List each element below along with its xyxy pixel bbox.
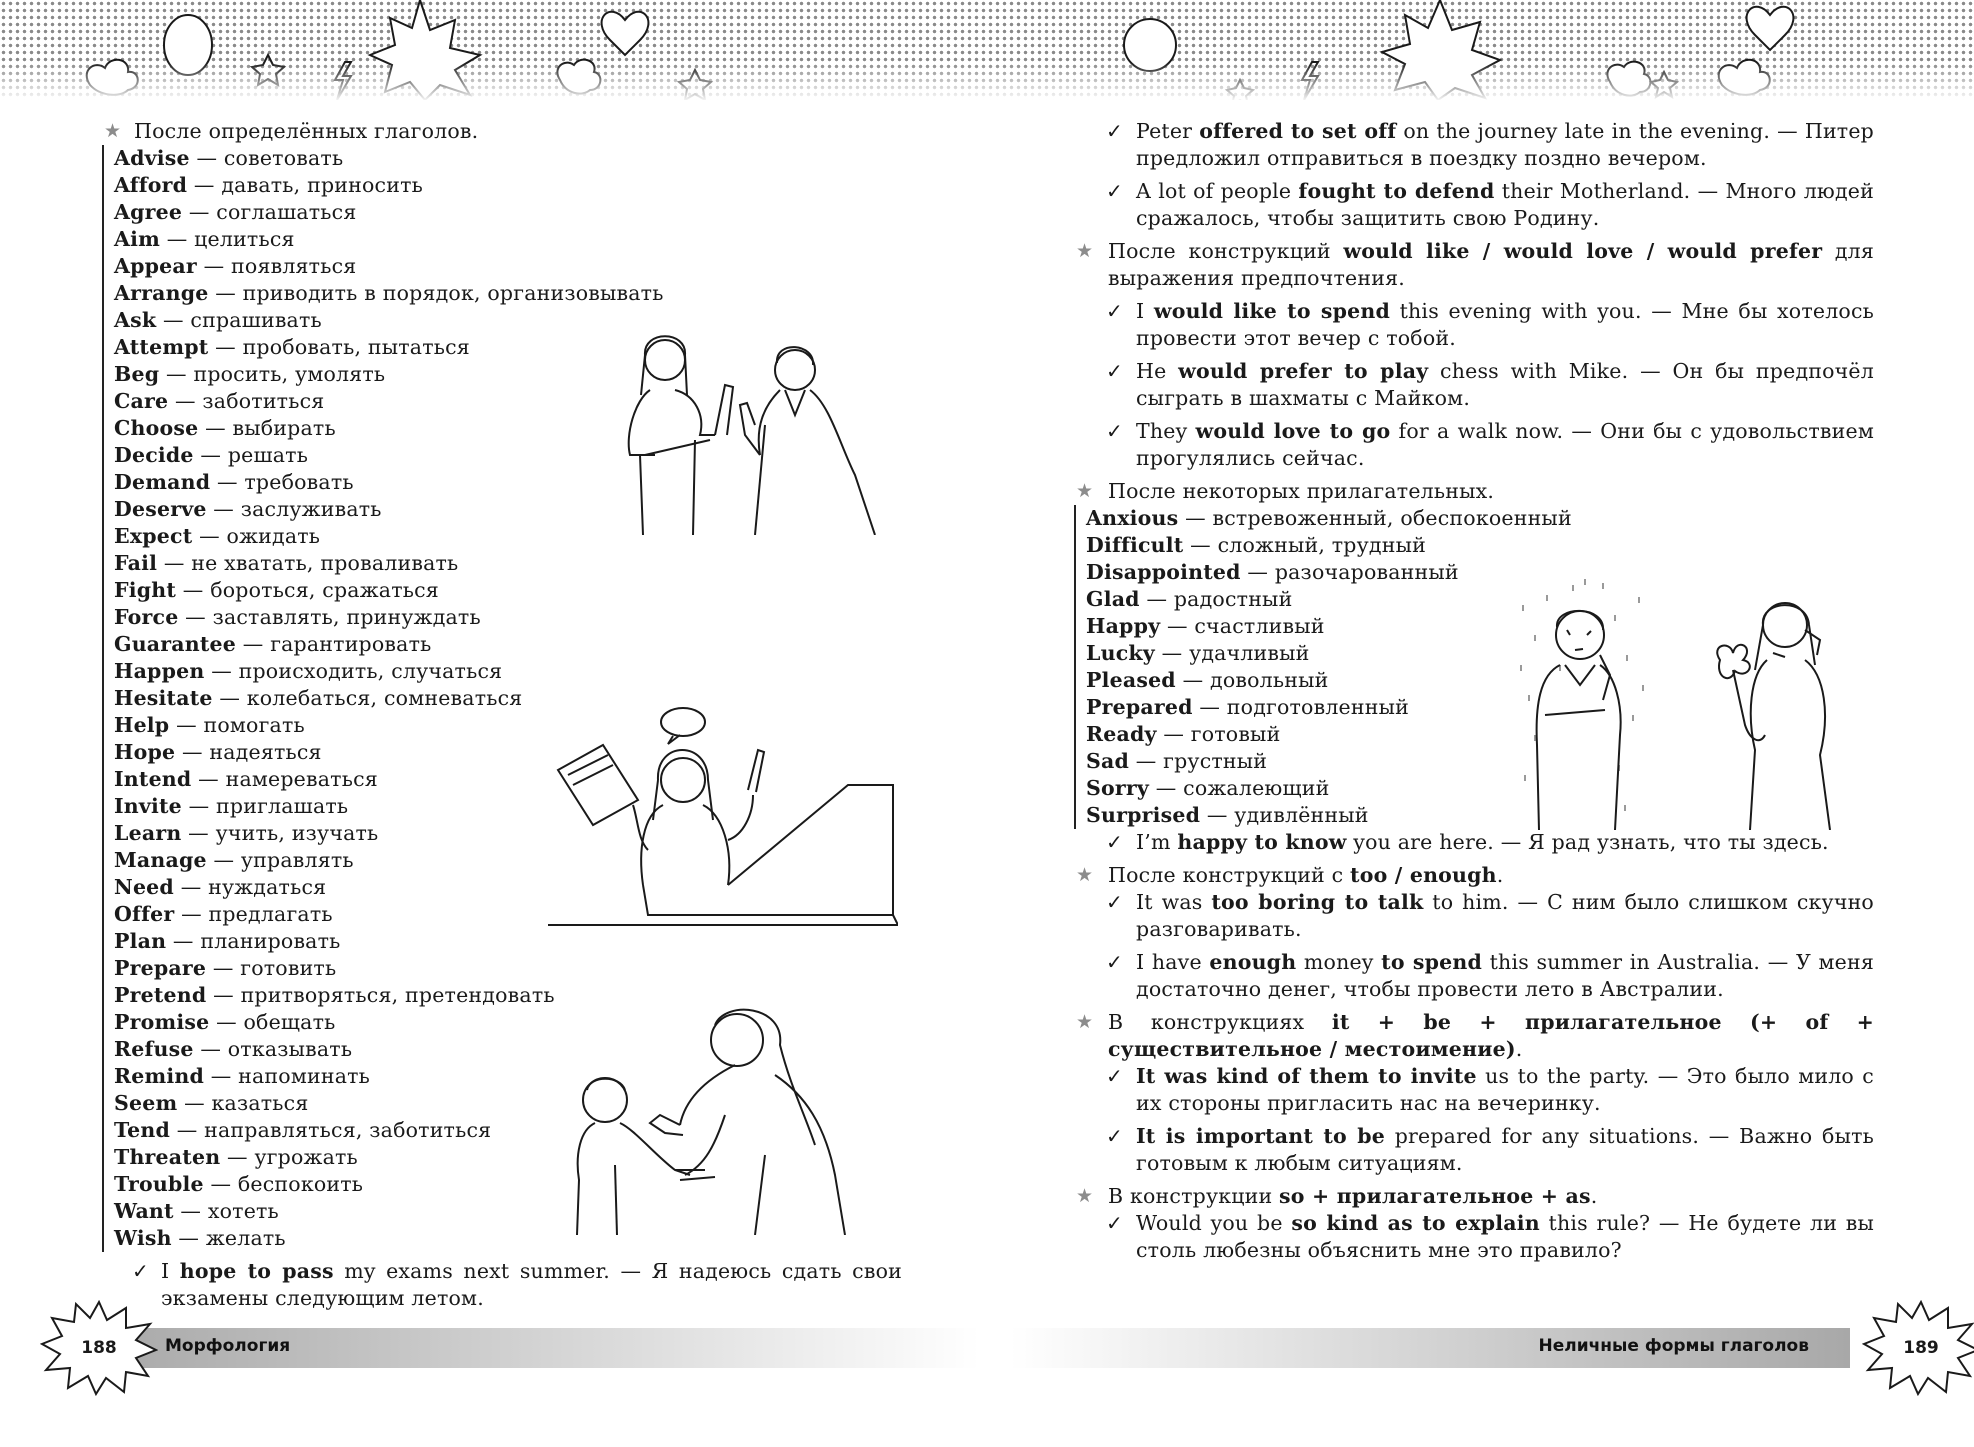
translation: ожидать [226,524,321,548]
translation: желать [205,1226,286,1250]
term: Lucky [1086,641,1155,665]
dash: — [216,1010,237,1034]
term: Happy [1086,614,1161,638]
dash: — [210,1172,232,1196]
translation: просить, умолять [193,362,386,386]
term: Care [114,389,169,413]
dash: — [215,281,236,305]
term: Need [114,875,174,899]
dash: — [166,227,188,251]
term: Manage [114,848,207,872]
term: Disappointed [1086,560,1241,584]
translation: бороться, сражаться [210,578,439,602]
dash: — [174,389,196,413]
term: Appear [114,254,197,278]
translation: колебаться, сомневаться [246,686,523,710]
verb-row [114,577,902,604]
translation: отказывать [227,1037,353,1061]
example-important: ✓ It is important to be prepared for any situations. — Важно быть готовым к любым ситуациям. [1106,1124,1874,1175]
dash: — [1206,803,1228,827]
page-number-text: 189 [1903,1338,1939,1358]
illustration-refusal [615,325,905,535]
term: Sorry [1086,776,1149,800]
star-bullet-icon: ★ [1076,240,1094,262]
translation: сожалеющий [1183,776,1330,800]
term: Decide [114,443,194,467]
term: Beg [114,362,160,386]
term: Arrange [114,281,209,305]
translation: выбирать [232,416,336,440]
translation: спрашивать [190,308,322,332]
footer-title-right: Неличные формы глаголов [1538,1336,1809,1356]
section-heading: После определённых глаголов. [134,119,479,143]
dash: — [1163,722,1185,746]
dash: — [1185,506,1206,530]
check-bullet-icon: ✓ [1106,419,1123,443]
translation: происходить, случаться [238,659,503,683]
term: Ask [114,308,157,332]
dash: — [1155,776,1177,800]
dash: — [200,1037,222,1061]
example-kind: ✓ It was kind of them to invite us to the party. — Это было мило с их стороны пригласить нас на вечеринку. [1106,1064,1874,1115]
dash: — [163,551,185,575]
term: Happen [114,659,205,683]
dash: — [211,659,232,683]
dash: — [227,1145,248,1169]
example-so-kind: ✓ Would you be so kind as to explain this rule? — Не будете ли вы столь любезны объяснить мне это правило? [1106,1211,1875,1262]
section-after-verbs [102,118,902,145]
term: Remind [114,1064,204,1088]
check-bullet-icon: ✓ [1106,1064,1123,1088]
verb-row [114,253,902,280]
term: Anxious [1086,506,1179,530]
example-hope: ✓ I hope to pass my exams next summer. — Я надеюсь сдать свои экзамены следующим летом. [132,1259,902,1310]
translation: решать [227,443,309,467]
footer-title-left: Морфология [165,1336,291,1356]
dash: — [1247,560,1269,584]
dash: — [178,1226,200,1250]
translation: нуждаться [208,875,327,899]
star-bullet-icon: ★ [1076,864,1094,886]
dash: — [166,362,187,386]
example-would-prefer: ✓ He would prefer to play chess with Mike. — Он бы предпочёл сыграть в шахматы с Майком. [1106,359,1874,410]
translation: грустный [1163,749,1268,773]
dash: — [1182,668,1204,692]
check-bullet-icon: ✓ [1106,359,1123,383]
term: Trouble [114,1172,204,1196]
term: Agree [114,200,183,224]
verb-row [114,199,902,226]
translation: встревоженный, обеспокоенный [1212,506,1572,530]
translation: управлять [240,848,354,872]
illustration-sad-and-happy [1515,575,1870,830]
term: Afford [114,173,188,197]
term: Guarantee [114,632,237,656]
term: Hope [114,740,176,764]
translation: приводить в порядок, организовывать [242,281,664,305]
dash: — [185,605,206,629]
verb-row [114,955,902,982]
example-too: ✓ It was too boring to talk to him. — С ним было слишком скучно разговаривать. [1106,890,1874,941]
term: Attempt [114,335,209,359]
term: Refuse [114,1037,194,1061]
translation: счастливый [1194,614,1325,638]
adjective-row [1086,532,1874,559]
dash: — [215,335,236,359]
translation: радостный [1173,587,1293,611]
term: Wish [114,1226,172,1250]
check-bullet-icon: ✓ [1106,119,1123,143]
verb-row [114,145,902,172]
dash: — [205,416,226,440]
dash: — [203,254,225,278]
term: Difficult [1086,533,1184,557]
translation: угрожать [254,1145,358,1169]
translation: заслуживать [240,497,382,521]
term: Offer [114,902,175,926]
translation: соглашаться [216,200,357,224]
translation: советовать [223,146,344,170]
dash: — [210,1064,232,1088]
translation: беспокоить [237,1172,364,1196]
verb-row [114,928,902,955]
translation: хотеть [207,1199,279,1223]
dash: — [1146,587,1168,611]
check-bullet-icon: ✓ [1106,299,1123,323]
term: Expect [114,524,193,548]
translation: напоминать [238,1064,371,1088]
dash: — [176,1118,198,1142]
term: Aim [114,227,160,251]
translation: предлагать [208,902,333,926]
dash: — [180,1199,202,1223]
term: Tend [114,1118,170,1142]
term: Want [114,1199,174,1223]
verb-row [114,226,902,253]
dash: — [1135,749,1157,773]
term: Deserve [114,497,207,521]
translation: заставлять, принуждать [212,605,481,629]
term: Prepare [114,956,207,980]
term: Demand [114,470,211,494]
dash: — [213,983,234,1007]
section-adjectives: ★ После некоторых прилагательных. [1076,479,1495,503]
translation: обещать [243,1010,336,1034]
dash: — [219,686,241,710]
term: Ready [1086,722,1157,746]
dash: — [242,632,264,656]
star-bullet-icon: ★ [1076,1185,1094,1207]
example-fought: ✓ A lot of people fought to defend their Motherland. — Много людей сражалось, чтобы защитить свою Родину. [1106,179,1875,230]
translation: довольный [1210,668,1329,692]
translation: удивлённый [1234,803,1369,827]
verb-row [114,280,902,307]
translation: планировать [200,929,341,953]
dash: — [188,794,210,818]
term: Promise [114,1010,210,1034]
term: Sad [1086,749,1130,773]
translation: сложный, трудный [1217,533,1426,557]
translation: учить, изучать [215,821,379,845]
dash: — [176,713,197,737]
page-number-right [1862,1300,1974,1396]
translation: не хватать, проваливать [191,551,459,575]
translation: появляться [231,254,357,278]
adjective-row [1086,505,1874,532]
star-bullet-icon: ★ [104,120,122,142]
dash: — [1199,695,1221,719]
translation: надеяться [209,740,322,764]
dash: — [180,875,202,899]
example-enough: ✓ I have enough money to spend this summer in Australia. — У меня достаточно денег, чтобы провести лето в Австралии. [1106,950,1874,1001]
dash: — [213,848,235,872]
check-bullet-icon: ✓ [1106,950,1123,974]
section-would: ★ После конструкций would like / would love / would prefer для выражения предпочтения. [1076,239,1874,290]
section-too-enough: ★ После конструкций с too / enough. [1076,863,1504,887]
example-offered: ✓ Peter offered to set off on the journey late in the evening. — Питер предложил отправиться в поездку поздно вечером. [1106,119,1875,170]
dash: — [196,146,218,170]
translation: приглашать [216,794,349,818]
example-happy: ✓ I’m happy to know you are here. — Я рад узнать, что ты здесь. [1106,830,1829,854]
dash: — [198,767,219,791]
check-bullet-icon: ✓ [1106,1211,1123,1235]
example-would-love: ✓ They would love to go for a walk now. — Они бы с удовольствием прогулялись сейчас. [1106,419,1874,470]
dash: — [181,740,203,764]
translation: казаться [211,1091,309,1115]
term: Help [114,713,170,737]
check-bullet-icon: ✓ [132,1259,149,1283]
star-bullet-icon: ★ [1076,1011,1094,1033]
term: Threaten [114,1145,221,1169]
term: Hesitate [114,686,213,710]
term: Prepared [1086,695,1193,719]
illustration-online-teacher [548,700,898,930]
star-bullet-icon: ★ [1076,480,1094,502]
section-it-be: ★ В конструкциях it + be + прилагательное (+ of + существительное / местоимение). [1076,1010,1874,1061]
translation: пробовать, пытаться [242,335,470,359]
check-bullet-icon: ✓ [1106,830,1123,854]
term: Invite [114,794,182,818]
term: Seem [114,1091,178,1115]
translation: гарантировать [270,632,432,656]
term: Surprised [1086,803,1201,827]
illustration-mother-child [565,1005,900,1235]
translation: готовить [240,956,337,980]
dash: — [193,173,215,197]
dash: — [181,902,202,926]
dash: — [188,821,209,845]
dash: — [1166,614,1188,638]
translation: намереваться [225,767,378,791]
term: Plan [114,929,167,953]
term: Learn [114,821,182,845]
term: Pretend [114,983,207,1007]
example-would-like: ✓ I would like to spend this evening with you. — Мне бы хотелось провести этот вечер с тобой. [1106,299,1875,350]
header-fade [0,62,1974,102]
dash: — [212,956,234,980]
translation: удачливый [1189,641,1310,665]
translation: требовать [244,470,354,494]
dash: — [162,308,184,332]
verb-row [114,172,902,199]
verb-row [114,604,902,631]
translation: целиться [194,227,295,251]
dash: — [188,200,210,224]
term: Force [114,605,179,629]
check-bullet-icon: ✓ [1106,1124,1123,1148]
dash: — [184,1091,205,1115]
dash: — [216,470,238,494]
dash: — [1190,533,1211,557]
term: Fight [114,578,177,602]
term: Pleased [1086,668,1176,692]
translation: готовый [1190,722,1281,746]
translation: направляться, заботиться [204,1118,492,1142]
check-bullet-icon: ✓ [1106,890,1123,914]
term: Intend [114,767,192,791]
translation: давать, приносить [221,173,423,197]
verb-row [114,631,902,658]
translation: притворяться, претендовать [240,983,555,1007]
translation: подготовленный [1226,695,1409,719]
page-number-text: 188 [81,1338,117,1358]
verb-row [114,658,902,685]
translation: помогать [203,713,305,737]
section-so-as: ★ В конструкции so + прилагательное + as. [1076,1184,1598,1208]
translation: заботиться [202,389,325,413]
verb-row [114,550,902,577]
dash: — [199,524,220,548]
check-bullet-icon: ✓ [1106,179,1123,203]
term: Choose [114,416,199,440]
term: Fail [114,551,158,575]
dash: — [172,929,194,953]
dash: — [1161,641,1183,665]
dash: — [182,578,204,602]
term: Glad [1086,587,1140,611]
translation: разочарованный [1274,560,1459,584]
dash: — [200,443,222,467]
term: Advise [114,146,190,170]
dash: — [213,497,234,521]
page-number-left [40,1300,158,1396]
